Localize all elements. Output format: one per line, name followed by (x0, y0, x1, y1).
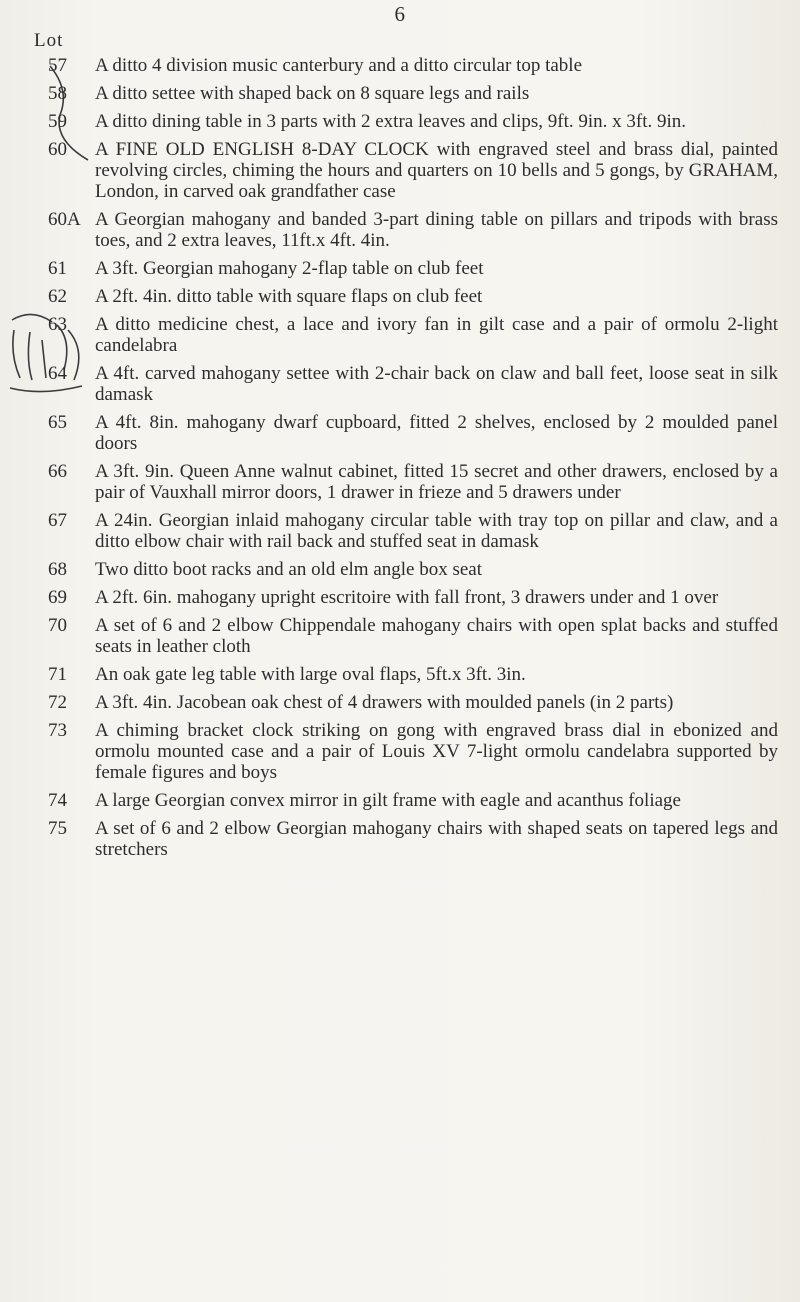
lot-description: A FINE OLD ENGLISH 8-DAY CLOCK with engraved steel and brass dial, painted revolving circles, chiming the hours and quarters on 10 bells and 5 gongs, by GRAHAM, London, in carved oak grandfather case (95, 139, 778, 202)
list-item (0, 83, 800, 104)
lot-description: A large Georgian convex mirror in gilt frame with eagle and acanthus foliage (95, 790, 681, 811)
list-item (0, 286, 800, 307)
lot-number: 59 (48, 111, 67, 132)
lot-number: 66 (48, 461, 67, 482)
list-item (0, 720, 800, 783)
lot-column-heading: Lot (34, 30, 64, 51)
lot-number: 71 (48, 664, 67, 685)
lot-description: A ditto 4 division music canterbury and a ditto circular top table (95, 55, 583, 76)
lot-number: 75 (48, 818, 67, 839)
lot-number: 61 (48, 258, 67, 279)
lot-number: 64 (48, 363, 67, 384)
lot-description: A chiming bracket clock striking on gong with engraved brass dial in ebonized and ormolu mounted case and a pair of Louis XV 7-light ormolu candelabra supported by female figures and boys (95, 720, 778, 783)
lot-description: A set of 6 and 2 elbow Chippendale mahogany chairs with open splat backs and stuffed seats in leather cloth (95, 615, 778, 657)
list-item (0, 818, 800, 860)
list-item (0, 615, 800, 657)
lot-description: Two ditto boot racks and an old elm angle box seat (95, 559, 483, 580)
lot-description: A 3ft. 4in. Jacobean oak chest of 4 drawers with moulded panels (in 2 parts) (95, 692, 674, 713)
lot-number: 68 (48, 559, 67, 580)
lot-number: 73 (48, 720, 67, 741)
list-item (0, 559, 800, 580)
lot-number: 60 (48, 139, 67, 160)
lot-description: A 4ft. 8in. mahogany dwarf cupboard, fitted 2 shelves, enclosed by 2 moulded panel doors (95, 412, 778, 454)
lot-description: A ditto settee with shaped back on 8 square legs and rails (95, 83, 530, 104)
list-item (0, 139, 800, 202)
list-item (0, 664, 800, 685)
list-item (0, 412, 800, 454)
list-item (0, 587, 800, 608)
list-item (0, 363, 800, 405)
lot-description: A 24in. Georgian inlaid mahogany circular table with tray top on pillar and claw, and a ditto elbow chair with rail back and stuffed seat in damask (95, 510, 778, 552)
lot-description: A 4ft. carved mahogany settee with 2-chair back on claw and ball feet, loose seat in silk damask (95, 363, 778, 405)
list-item (0, 790, 800, 811)
lot-number: 72 (48, 692, 67, 713)
lot-number: 58 (48, 83, 67, 104)
list-item (0, 510, 800, 552)
lot-number: 60A (48, 209, 81, 230)
lot-description: A 3ft. 9in. Queen Anne walnut cabinet, fitted 15 secret and other drawers, enclosed by a pair of Vauxhall mirror doors, 1 drawer in frieze and 5 drawers under (95, 461, 778, 503)
page-number: 6 (394, 2, 406, 26)
lot-number: 67 (48, 510, 67, 531)
lot-description: A Georgian mahogany and banded 3-part dining table on pillars and tripods with brass toes, and 2 extra leaves, 11ft.x 4ft. 4in. (95, 209, 778, 251)
lot-description: A ditto medicine chest, a lace and ivory fan in gilt case and a pair of ormolu 2-light candelabra (95, 314, 778, 356)
list-item (0, 55, 800, 76)
lot-number: 74 (48, 790, 67, 811)
list-item (0, 461, 800, 503)
lot-number: 62 (48, 286, 67, 307)
lot-description: A ditto dining table in 3 parts with 2 extra leaves and clips, 9ft. 9in. x 3ft. 9in. (95, 111, 687, 132)
lot-number: 69 (48, 587, 67, 608)
lot-number: 57 (48, 55, 67, 76)
lot-description: A set of 6 and 2 elbow Georgian mahogany chairs with shaped seats on tapered legs and stretchers (95, 818, 778, 860)
list-item (0, 209, 800, 251)
list-item (0, 258, 800, 279)
list-item (0, 314, 800, 356)
lot-description: A 2ft. 6in. mahogany upright escritoire with fall front, 3 drawers under and 1 over (95, 587, 719, 608)
lot-number: 65 (48, 412, 67, 433)
list-item (0, 111, 800, 132)
lot-list (0, 55, 800, 867)
list-item (0, 692, 800, 713)
lot-description: A 3ft. Georgian mahogany 2-flap table on club feet (95, 258, 484, 279)
lot-number: 63 (48, 314, 67, 335)
lot-description: An oak gate leg table with large oval flaps, 5ft.x 3ft. 3in. (95, 664, 526, 685)
lot-description: A 2ft. 4in. ditto table with square flaps on club feet (95, 286, 483, 307)
lot-number: 70 (48, 615, 67, 636)
